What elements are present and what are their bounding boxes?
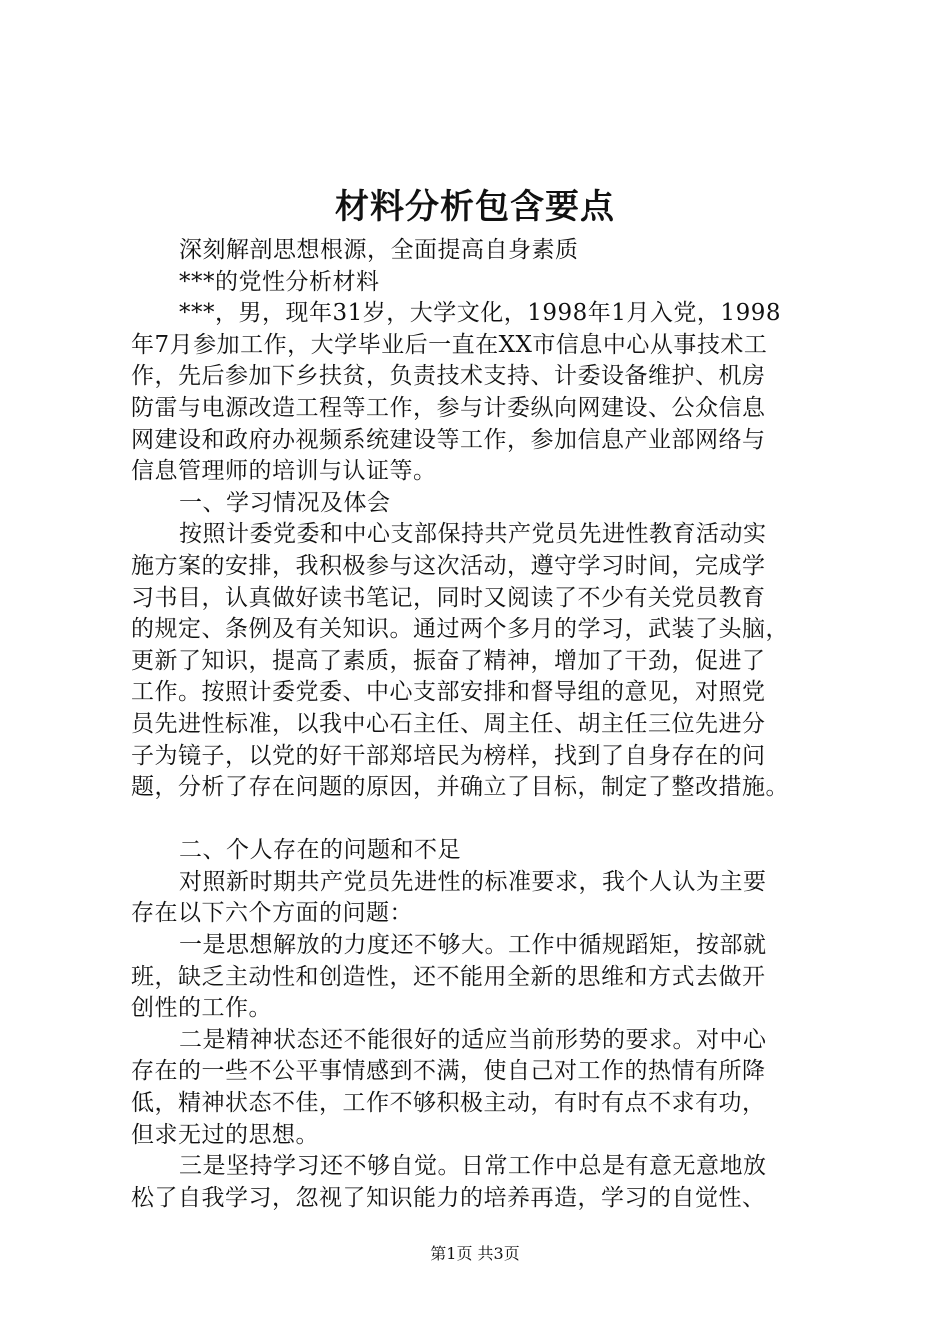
paragraph-line: 子为镜子，以党的好干部郑培民为榜样，找到了自身存在的问 bbox=[131, 742, 766, 769]
paragraph-line: 一是思想解放的力度还不够大。工作中循规蹈矩，按部就 bbox=[179, 932, 767, 959]
paragraph-line: 创性的工作。 bbox=[131, 995, 272, 1022]
paragraph-line: ***，男，现年31岁，大学文化，1998年1月入党，1998 bbox=[179, 300, 781, 327]
paragraph-line: 施方案的安排，我积极参与这次活动，遵守学习时间，完成学 bbox=[131, 552, 766, 579]
section-heading: 一、学习情况及体会 bbox=[179, 489, 391, 516]
paragraph-line: 员先进性标准，以我中心石主任、周主任、胡主任三位先进分 bbox=[131, 710, 766, 737]
section-heading: 二、个人存在的问题和不足 bbox=[179, 837, 461, 864]
paragraph-line: 防雷与电源改造工程等工作，参与计委纵向网建设、公众信息 bbox=[131, 394, 766, 421]
paragraph-line: 二是精神状态还不能很好的适应当前形势的要求。对中心 bbox=[179, 1026, 767, 1053]
paragraph-line: 存在以下六个方面的问题： bbox=[131, 900, 413, 927]
heading-line: ***的党性分析材料 bbox=[179, 268, 380, 295]
document-body bbox=[131, 235, 835, 1214]
paragraph-line: 网建设和政府办视频系统建设等工作，参加信息产业部网络与 bbox=[131, 426, 766, 453]
paragraph-line: 作，先后参加下乡扶贫，负责技术支持、计委设备维护、机房 bbox=[131, 363, 766, 390]
paragraph-line: 按照计委党委和中心支部保持共产党员先进性教育活动实 bbox=[179, 521, 767, 548]
page-number-footer: 第1页 共3页 bbox=[430, 1244, 520, 1263]
paragraph-line: 三是坚持学习还不够自觉。日常工作中总是有意无意地放 bbox=[179, 1153, 767, 1180]
paragraph-line: 习书目，认真做好读书笔记，同时又阅读了不少有关党员教育 bbox=[131, 584, 766, 611]
paragraph-line: 题，分析了存在问题的原因，并确立了目标，制定了整改措施。 bbox=[131, 774, 789, 801]
paragraph-line: 对照新时期共产党员先进性的标准要求，我个人认为主要 bbox=[179, 868, 767, 895]
paragraph-line: 存在的一些不公平事情感到不满，使自己对工作的热情有所降 bbox=[131, 1058, 766, 1085]
paragraph-line: 工作。按照计委党委、中心支部安排和督导组的意见，对照党 bbox=[131, 679, 766, 706]
subtitle-line: 深刻解剖思想根源，全面提高自身素质 bbox=[179, 237, 579, 263]
paragraph-line: 班，缺乏主动性和创造性，还不能用全新的思维和方式去做开 bbox=[131, 963, 766, 990]
paragraph-line: 的规定、条例及有关知识。通过两个多月的学习，武装了头脑， bbox=[131, 616, 789, 643]
paragraph-line: 但求无过的思想。 bbox=[131, 1121, 319, 1148]
paragraph-line: 年7月参加工作，大学毕业后一直在XX市信息中心从事技术工 bbox=[131, 331, 768, 358]
paragraph-line: 低，精神状态不佳，工作不够积极主动，有时有点不求有功， bbox=[131, 1090, 766, 1117]
document-title: 材料分析包含要点 bbox=[335, 187, 615, 227]
paragraph-line: 松了自我学习，忽视了知识能力的培养再造，学习的自觉性、 bbox=[131, 1184, 766, 1211]
blank-line bbox=[131, 804, 835, 836]
paragraph-line: 信息管理师的培训与认证等。 bbox=[131, 458, 437, 485]
paragraph-line: 更新了知识，提高了素质，振奋了精神，增加了干劲，促进了 bbox=[131, 647, 766, 674]
